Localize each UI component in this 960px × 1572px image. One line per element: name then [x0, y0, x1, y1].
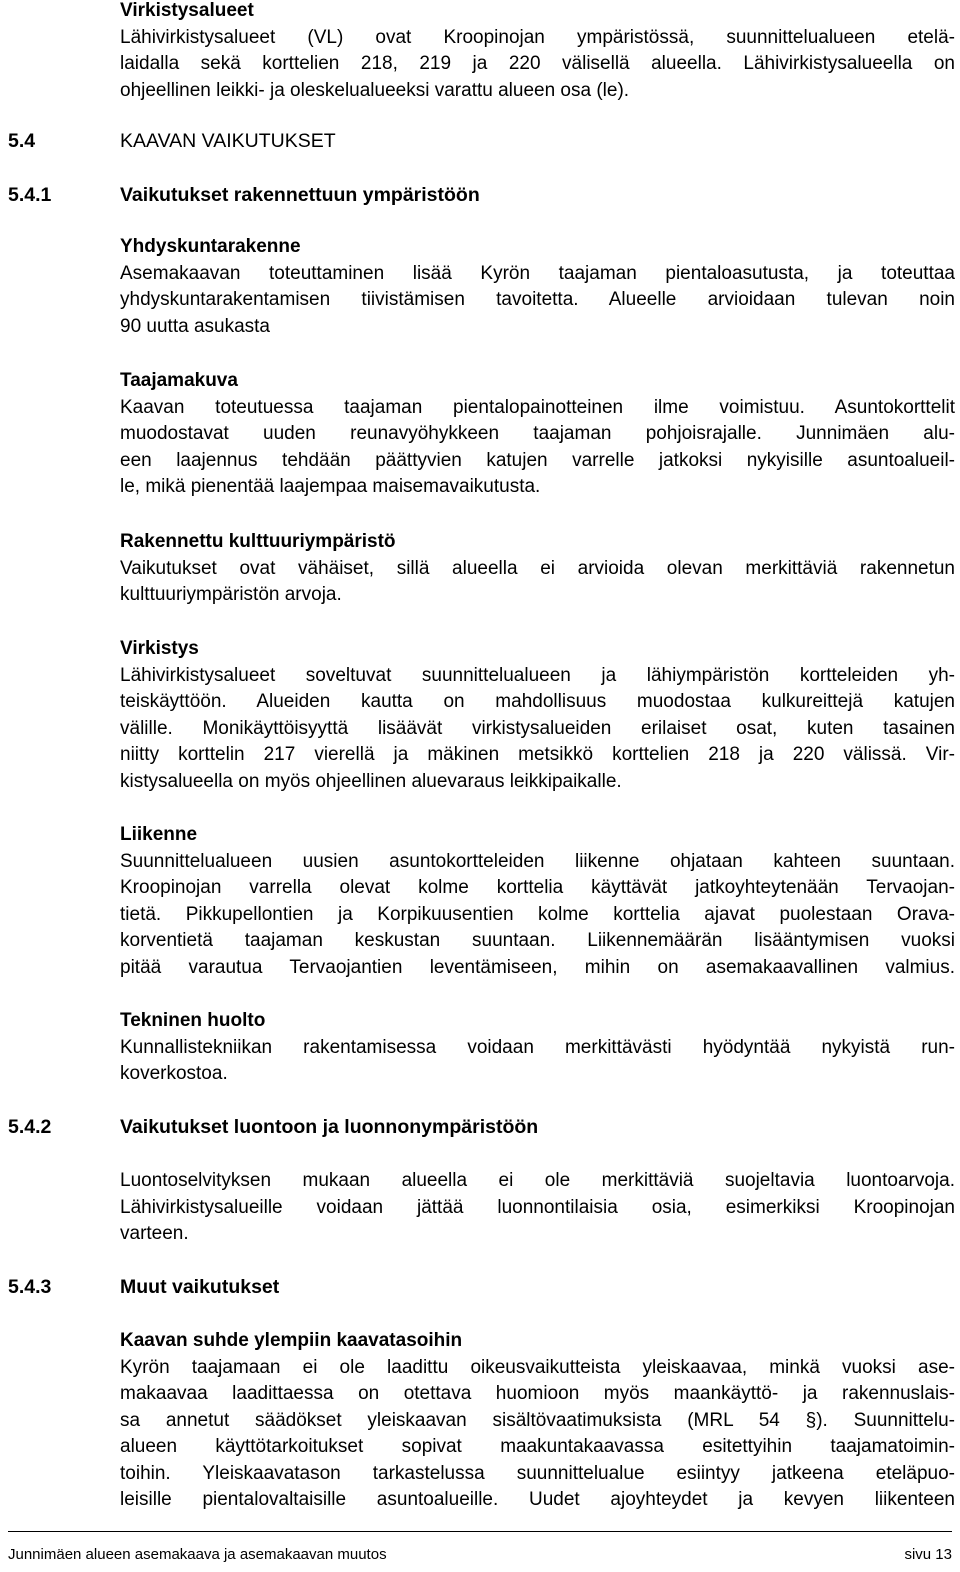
- section-number-5-4-2: 5.4.2: [8, 1116, 52, 1138]
- paragraph-line: sa annetut säädökset yleiskaavan sisältövaatimuksista (MRL 54 §). Suunnittelu-: [120, 1409, 955, 1431]
- paragraph-line: muodostavat uuden reunavyöhykkeen taajaman pohjoisrajalle. Junnimäen alu-: [120, 423, 955, 444]
- section-number-5-4-3: 5.4.3: [8, 1276, 52, 1298]
- paragraph-line: korventietä taajaman keskustan suuntaan. Liikennemäärän lisääntymisen vuoksi: [120, 930, 955, 951]
- paragraph-line: tietä. Pikkupellontien ja Korpikuusentien kolme korttelia ajavat puolestaan Orava-: [120, 903, 955, 925]
- paragraph-line: Asemakaavan toteuttaminen lisää Kyrön taajaman pientaloasutusta, ja toteuttaa: [120, 262, 955, 284]
- paragraph-line: alueen käyttötarkoitukset sopivat maakuntakaavassa esitettyihin taajamatoimin-: [120, 1436, 955, 1457]
- subheading-kulttuuriymparisto: Rakennettu kulttuuriympäristö: [120, 531, 396, 552]
- section-kulttuuriymparisto: [120, 529, 955, 609]
- paragraph-line: Kunnallistekniikan rakentamisessa voidaan merkittävästi hyödyntää nykyistä run-: [120, 1036, 955, 1058]
- paragraph-line: pitää varautua Tervaojantien leventämiseen, mihin on asemakaavallinen valmius.: [120, 956, 955, 978]
- paragraph-line: Lähivirkistysalueet (VL) ovat Kroopinojan ympäristössä, suunnittelualueen etelä-: [120, 26, 955, 48]
- paragraph-line: leisille pientalovaltaisille asuntoalueille. Uudet ajoyhteydet ja kevyen liikenteen: [120, 1489, 955, 1510]
- paragraph-line: laidalla sekä korttelien 218, 219 ja 220 välisellä alueella. Lähivirkistysalueella on: [120, 53, 955, 74]
- section-tekninen-huolto: [120, 1008, 955, 1088]
- section-number-5-4: 5.4: [8, 130, 36, 152]
- paragraph-line: Lähivirkistysalueille voidaan jättää luonnontilaisia osia, esimerkiksi Kroopinojan: [120, 1196, 955, 1218]
- section-title-5-4-3: Muut vaikutukset: [120, 1276, 280, 1298]
- paragraph-line: Luontoselvityksen mukaan alueella ei ole merkittäviä suojeltavia luontoarvoja.: [120, 1170, 955, 1191]
- paragraph-line: Lähivirkistysalueet soveltuvat suunnittelualueen ja lähiympäristön kortteleiden yh-: [120, 664, 955, 686]
- paragraph-line: kulttuuriympäristön arvoja.: [120, 584, 342, 605]
- section-virkistysalueet: [120, 0, 955, 104]
- paragraph-line: Suunnittelualueen uusien asuntokortteleiden liikenne ohjataan kahteen suuntaan.: [120, 850, 955, 872]
- paragraph-line: 90 uutta asukasta: [120, 315, 270, 337]
- subheading-kaavan-suhde: Kaavan suhde ylempiin kaavatasoihin: [120, 1330, 463, 1351]
- subheading-virkistys: Virkistys: [120, 638, 199, 659]
- footer-divider: [8, 1531, 952, 1532]
- section-yhdyskuntarakenne: [120, 234, 955, 340]
- subheading-taajamakuva: Taajamakuva: [120, 370, 238, 391]
- section-title-5-4: KAAVAN VAIKUTUKSET: [120, 130, 336, 152]
- paragraph-line: yhdyskuntarakentamisen tiivistämisen tavoitetta. Alueelle arvioidaan tulevan noin: [120, 289, 955, 310]
- section-number-5-4-1: 5.4.1: [8, 184, 52, 206]
- subheading-virkistysalueet: Virkistysalueet: [120, 0, 254, 21]
- paragraph-line: Kaavan toteutuessa taajaman pientalopainotteinen ilme voimistuu. Asuntokorttelit: [120, 396, 955, 418]
- section-liikenne: [120, 822, 955, 981]
- paragraph-line: Kroopinojan varrella olevat kolme korttelia käyttävät jatkoyhteytenään Tervaojan-: [120, 877, 955, 898]
- paragraph-line: välille. Monikäyttöisyyttä lisäävät virkistysalueiden erilaiset osat, kuten tasainen: [120, 717, 955, 739]
- paragraph-line: toihin. Yleiskaavatason tarkastelussa suunnittelualue esiintyy jatkeena eteläpuo-: [120, 1462, 955, 1484]
- footer-document-title: Junnimäen alueen asemakaava ja asemakaavan muutos: [8, 1546, 387, 1563]
- paragraph-line: niitty korttelin 217 vierellä ja mäkinen metsikkö korttelien 218 ja 220 välissä. Vir-: [120, 744, 955, 765]
- paragraph-line: le, mikä pienentää laajempaa maisemavaikutusta.: [120, 476, 541, 497]
- paragraph-line: een laajennus tehdään päättyvien katujen varrelle jatkoksi nykyisille asuntoalueil-: [120, 449, 955, 471]
- paragraph-line: ohjeellinen leikki- ja oleskelualueeksi varattu alueen osa (le).: [120, 79, 630, 101]
- section-virkistys: [120, 636, 955, 795]
- subheading-liikenne: Liikenne: [120, 824, 198, 845]
- subheading-tekninen-huolto: Tekninen huolto: [120, 1010, 266, 1031]
- paragraph-line: makaavaa laadittaessa on otettava huomioon myös maankäyttö- ja rakennuslais-: [120, 1383, 955, 1404]
- paragraph-line: varteen.: [120, 1223, 189, 1244]
- paragraph-line: koverkostoa.: [120, 1063, 228, 1084]
- section-kaavan-suhde: [120, 1328, 955, 1514]
- subheading-yhdyskuntarakenne: Yhdyskuntarakenne: [120, 236, 301, 257]
- section-taajamakuva: [120, 368, 955, 501]
- paragraph-line: Kyrön taajamaan ei ole laadittu oikeusvaikutteista yleiskaavaa, minkä vuoksi ase-: [120, 1356, 955, 1378]
- paragraph-line: Vaikutukset ovat vähäiset, sillä alueella ei arvioida olevan merkittäviä rakennetun: [120, 557, 955, 579]
- section-title-5-4-1: Vaikutukset rakennettuun ympäristöön: [120, 184, 480, 206]
- section-title-5-4-2: Vaikutukset luontoon ja luonnonympäristöön: [120, 1116, 539, 1138]
- paragraph-line: teiskäyttöön. Alueiden kautta on mahdollisuus muodostaa kulkureittejä katujen: [120, 691, 955, 712]
- footer-page-number: sivu 13: [904, 1546, 952, 1563]
- section-luonto: [120, 1168, 955, 1248]
- paragraph-line: kistysalueella on myös ohjeellinen aluevaraus leikkipaikalle.: [120, 770, 622, 792]
